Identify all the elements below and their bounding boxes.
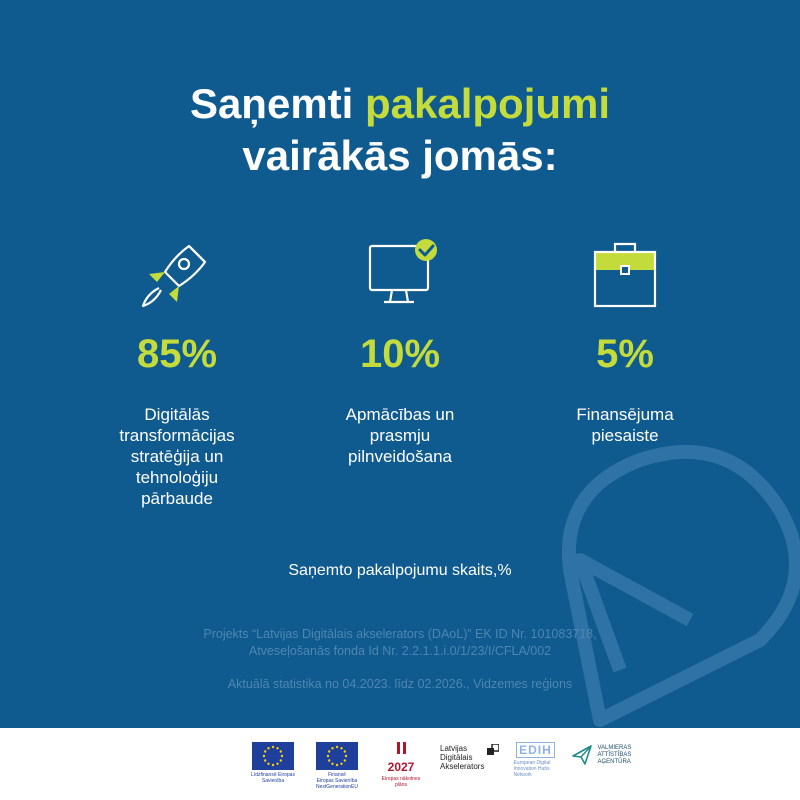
eu-nextgen-logo xyxy=(312,742,362,790)
eu2-caption-line2: Eiropas Savienība xyxy=(316,778,358,784)
eu2-caption xyxy=(312,772,362,790)
stat-label: Digitālās transformācijas stratēģija un tehnoloģiju pārbaude xyxy=(119,405,235,508)
vaa-line2: ATTĪSTĪBAS xyxy=(597,751,632,758)
plan-2027-caption: Eiropas nākotnes plāns xyxy=(381,776,421,788)
lda-line2: Digitālais xyxy=(440,753,473,762)
plan-bars-icon xyxy=(397,742,406,754)
statistics-note: Aktuālā statistika no 04.2023. līdz 02.2026., Vidzemes reģions xyxy=(227,677,573,691)
edih-logo xyxy=(513,742,557,778)
footer-logos xyxy=(0,728,800,800)
briefcase-icon xyxy=(565,238,685,318)
title-highlight: pakalpojumi xyxy=(365,80,611,127)
stat-card-strategy xyxy=(77,238,277,509)
eu1-caption: Līdzfinansē Eiropas Savienība xyxy=(251,772,295,784)
stat-card-training xyxy=(300,238,500,467)
project-line2: Atveseļošanās fonda Id Nr. 2.2.1.1.i.0/1/23/I/CFLA/002 xyxy=(248,644,552,658)
vaa-line1: VALMIERAS xyxy=(597,744,632,751)
paper-plane-icon xyxy=(571,744,593,766)
title-part1: Saņemti xyxy=(189,80,365,127)
title-line2: vairākās jomās: xyxy=(242,132,558,179)
eu-cofunded-logo xyxy=(248,742,298,784)
lda-logo xyxy=(440,742,499,771)
plan-2027-number: 2027 xyxy=(387,760,415,774)
stat-card-funding xyxy=(525,238,725,446)
vaa-line3: AĢENTŪRA xyxy=(597,758,631,765)
stat-label: Apmācības un prasmju pilnveidošana xyxy=(345,405,455,466)
eu2-caption-line3: NextGenerationEU xyxy=(316,784,358,790)
edih-mark: EDIH xyxy=(516,742,555,758)
vaa-logo xyxy=(571,742,643,766)
lda-squares-icon xyxy=(487,744,499,756)
eu2-caption-line1: Finansē xyxy=(328,772,346,778)
lda-text xyxy=(440,744,484,771)
chart-caption: Saņemto pakalpojumu skaits,% xyxy=(288,562,512,579)
background-logo-mark xyxy=(540,420,800,740)
lda-line3: Akselerators xyxy=(440,762,485,771)
vaa-text xyxy=(597,745,643,766)
project-info xyxy=(0,626,800,660)
plan-2027-logo xyxy=(376,742,426,788)
eu-flag-icon xyxy=(316,742,358,770)
lda-line1: Latvijas xyxy=(440,744,468,753)
eu-flag-icon xyxy=(252,742,294,770)
edih-caption: European Digital Innovation Hubs Network xyxy=(513,760,551,778)
page-title xyxy=(0,78,800,182)
stat-label: Finansējuma piesaiste xyxy=(576,405,674,445)
stat-value: 10% xyxy=(359,332,441,376)
monitor-check-icon xyxy=(340,238,460,318)
rocket-icon xyxy=(117,238,237,318)
stat-value: 85% xyxy=(136,332,218,376)
stat-value: 5% xyxy=(596,332,654,376)
project-line1: Projekts “Latvijas Digitālais akselerators (DAoL)” EK ID Nr. 101083718, xyxy=(203,627,597,641)
